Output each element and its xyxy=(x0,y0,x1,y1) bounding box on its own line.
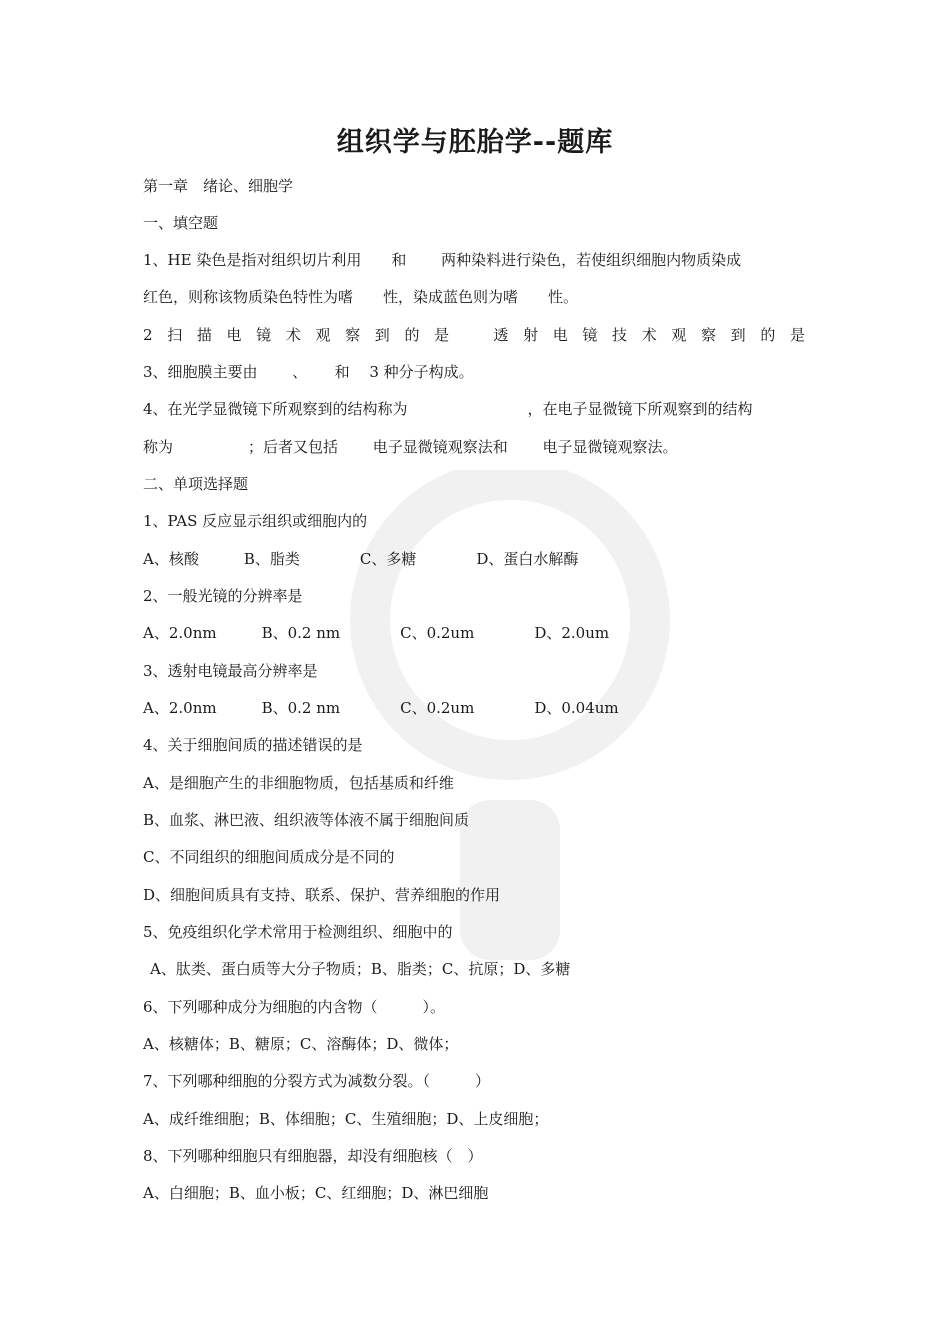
choice-question-4-option-d: D、细胞间质具有支持、联系、保护、营养细胞的作用 xyxy=(143,886,501,904)
choice-question-2-options: A、2.0nm B、0.2 nm C、0.2um D、2.0um xyxy=(143,624,610,642)
choice-question-8-options: A、白细胞；B、血小板；C、红细胞；D、淋巴细胞 xyxy=(143,1184,489,1202)
choice-question-4-option-b: B、血浆、淋巴液、组织液等体液不属于细胞间质 xyxy=(143,811,470,829)
page-title: 组织学与胚胎学--题库 xyxy=(336,127,614,158)
choice-question-5: 5、免疫组织化学术常用于检测组织、细胞中的 xyxy=(143,923,453,941)
choice-question-8: 8、下列哪种细胞只有细胞器，却没有细胞核（ ） xyxy=(143,1147,483,1165)
choice-question-2: 2、一般光镜的分辨率是 xyxy=(143,587,303,605)
fill-question-2: 2扫描电镜术观察到的是 透射电镜技术观察到的是 xyxy=(143,326,805,344)
choice-question-1: 1、PAS 反应显示组织或细胞内的 xyxy=(143,512,368,530)
fill-question-1-line-1: 1、HE 染色是指对组织切片利用 和 两种染料进行染色，若使组织细胞内物质染成 xyxy=(143,251,742,269)
choice-question-4-option-a: A、是细胞产生的非细胞物质，包括基质和纤维 xyxy=(143,774,454,792)
choice-question-7-options: A、成纤维细胞；B、体细胞；C、生殖细胞；D、上皮细胞； xyxy=(143,1110,549,1128)
choice-question-7: 7、下列哪种细胞的分裂方式为减数分裂。（ ） xyxy=(143,1072,491,1090)
choice-question-4-option-c: C、不同组织的细胞间质成分是不同的 xyxy=(143,848,395,866)
choice-question-4: 4、关于细胞间质的描述错误的是 xyxy=(143,736,363,754)
section-heading-fill: 一、填空题 xyxy=(143,214,219,232)
fill-question-3: 3、细胞膜主要由 、 和 3 种分子构成。 xyxy=(143,363,474,381)
choice-question-1-options: A、核酸 B、脂类 C、多糖 D、蛋白水解酶 xyxy=(143,550,579,568)
fill-question-4-line-2: 称为 ；后者又包括 电子显微镜观察法和 电子显微镜观察法。 xyxy=(143,438,678,456)
choice-question-5-options: A、肽类、蛋白质等大分子物质；B、脂类；C、抗原；D、多糖 xyxy=(150,960,571,978)
chapter-heading: 第一章 绪论、细胞学 xyxy=(143,177,294,195)
choice-question-6-options: A、核糖体；B、糖原；C、溶酶体；D、微体； xyxy=(143,1035,459,1053)
section-heading-choice: 二、单项选择题 xyxy=(143,475,249,493)
watermark-logo-icon xyxy=(270,470,750,990)
choice-question-6: 6、下列哪种成分为细胞的内含物（ ）。 xyxy=(143,998,446,1016)
fill-question-4-line-1: 4、在光学显微镜下所观察到的结构称为 ，在电子显微镜下所观察到的结构 xyxy=(143,400,753,418)
fill-question-1-line-2: 红色，则称该物质染色特性为嗜 性，染成蓝色则为嗜 性。 xyxy=(143,288,579,306)
choice-question-3: 3、透射电镜最高分辨率是 xyxy=(143,662,318,680)
choice-question-3-options: A、2.0nm B、0.2 nm C、0.2um D、0.04um xyxy=(143,699,619,717)
